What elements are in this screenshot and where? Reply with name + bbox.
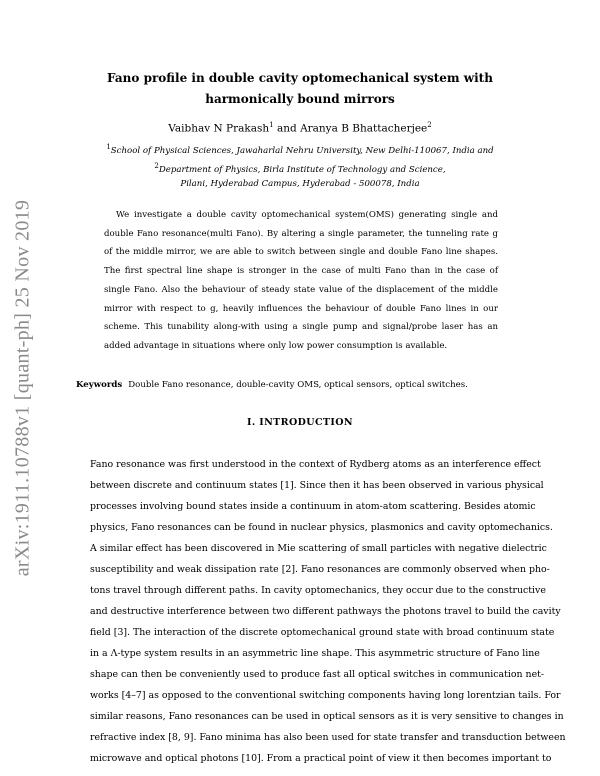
arxiv-side-stamp	[0, 0, 40, 776]
keywords-text: Double Fano resonance, double-cavity OMS, optical sensors, optical switches.	[128, 380, 468, 390]
affiliation-text: Pilani, Hyderabad Campus, Hyderabad - 500078, India	[180, 179, 420, 189]
paper-title: Fano profile in double cavity optomechanical system with harmonically bound mirrors	[107, 71, 493, 106]
text-line: microwave and optical photons [10]. From a practical point of view it then becomes important to	[90, 753, 552, 764]
text-line: Fano resonance was first understood in the context of Rydberg atoms as an interference effect	[90, 459, 541, 470]
author-line	[80, 121, 520, 135]
abstract: We investigate a double cavity optomechanical system(OMS) generating single and double Fano resonance(multi Fano). By altering a single parameter, the tunneling rate g of the middle mirror, we are able to switch between single and double Fano line shapes. The first spectral line shape is stronger in the case of multi Fano than in the case of single Fano. Also the behaviour of steady state value of the displacement of the middle mirror with respect to g, heavily influences the behaviour of double Fano lines in our scheme. This tunability along-with using a single pump and signal/probe laser has an added advantage in situations where only low power consumption is available.	[104, 210, 498, 351]
author-name: Aranya B Bhattacherjee	[300, 122, 428, 135]
affiliation-2	[80, 159, 520, 177]
text-line: works [4–7] as opposed to the conventional switching components having long lorentzian tails. For	[90, 690, 561, 701]
text-line: susceptibility and weak dissipation rate [2]. Fano resonances are commonly observed when pho-	[90, 564, 550, 575]
introduction-body	[76, 454, 566, 769]
text-line: in a Λ-type system results in an asymmetric line shape. This asymmetric structure of Fano line	[90, 648, 540, 659]
text-line: processes involving bound states inside a continuum in atom-atom scattering. Besides atomic	[90, 501, 536, 512]
affiliation-mark: 1	[106, 143, 111, 151]
text-line: between discrete and continuum states [1]. Since then it has been observed in various physical	[90, 480, 544, 491]
text-line: and destructive interference between two different pathways the photons travel to build the cavity	[90, 606, 561, 617]
author-conjunction: and	[276, 122, 297, 135]
keywords	[76, 380, 526, 390]
text-line: field [3]. The interaction of the discrete optomechanical ground state with broad continuum state	[90, 627, 555, 638]
text-line: refractive index [8, 9]. Fano minima has also been used for state transfer and transduction between	[90, 732, 566, 743]
keywords-label: Keywords	[76, 380, 123, 390]
text-line: similar reasons, Fano resonances can be used in optical sensors as it is very sensitive to changes in	[90, 711, 564, 722]
affiliation-text: School of Physical Sciences, Jawaharlal Nehru University, New Delhi-110067, India and	[110, 145, 494, 156]
text-line: physics, Fano resonances can be found in nuclear physics, plasmonics and cavity optomechanics.	[90, 522, 553, 533]
affiliation-2-continued	[80, 177, 520, 191]
text-line: A similar effect has been discovered in Mie scattering of small particles with negative dielectric	[90, 543, 547, 554]
author-name: Vaibhav N Prakash	[168, 122, 270, 135]
text-line: shape can then be conveniently used to produce fast all optical switches in communication net-	[90, 669, 545, 680]
arxiv-identifier: arXiv:1911.10788v1 [quant-ph] 25 Nov 2019	[11, 199, 34, 577]
author-affil-mark: 2	[427, 121, 432, 129]
affiliation-text: Department of Physics, Birla Institute of Technology and Science,	[158, 164, 446, 175]
affiliation-1	[80, 140, 520, 158]
section-heading: I. INTRODUCTION	[247, 417, 353, 428]
affiliation-mark: 2	[154, 162, 159, 170]
text-line: tons travel through different paths. In cavity optomechanics, they occur due to the constructive	[90, 585, 546, 596]
author-affil-mark: 1	[269, 121, 274, 129]
